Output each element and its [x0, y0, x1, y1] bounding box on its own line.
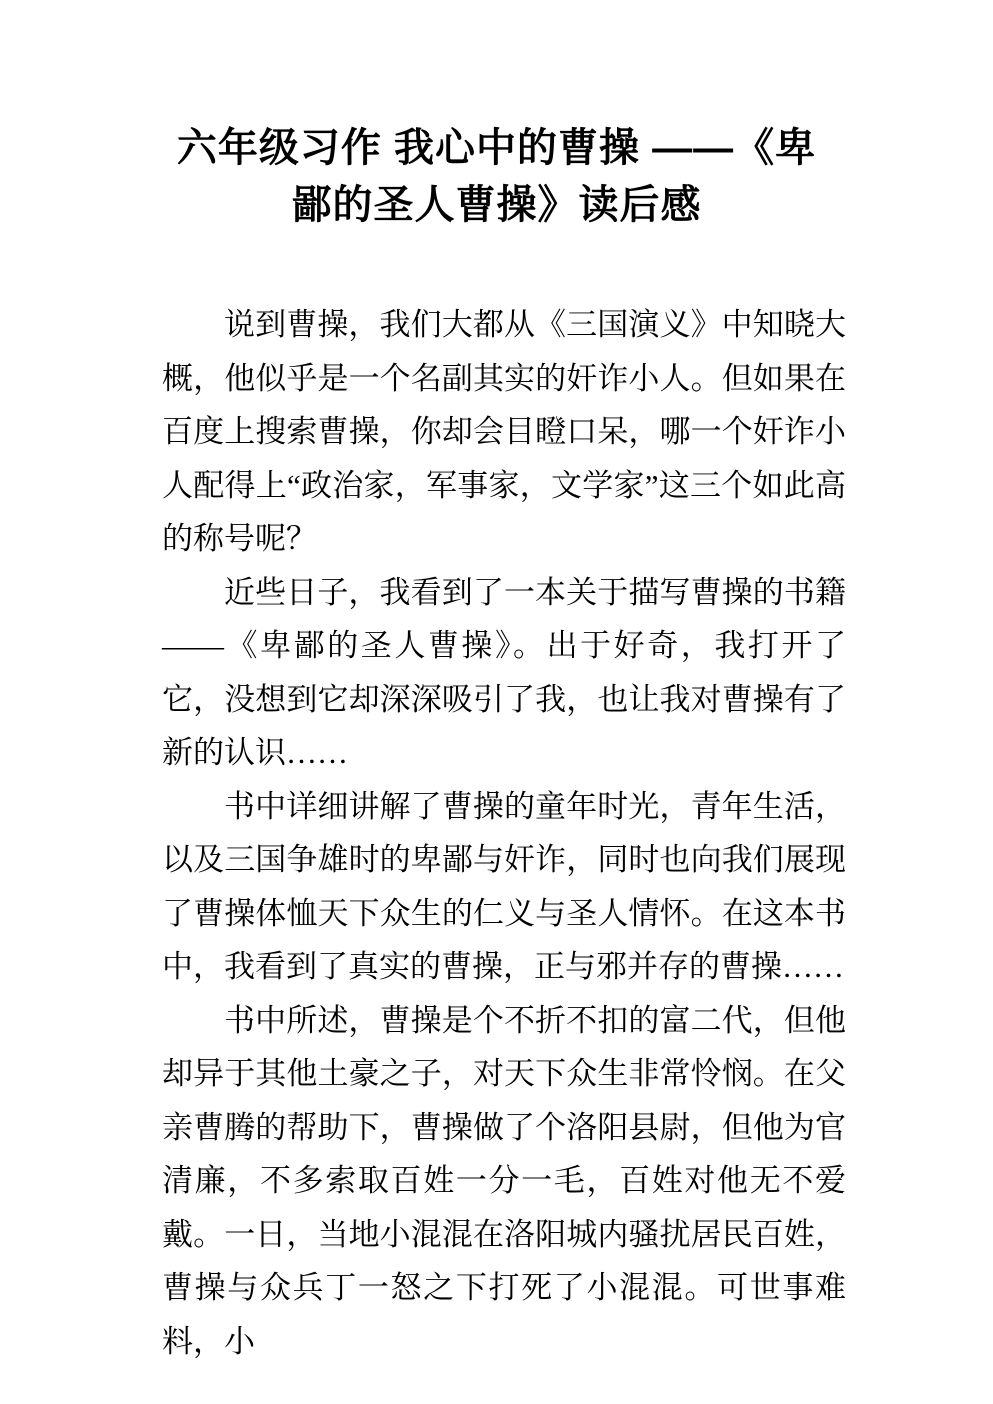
essay-paragraph-2: 近些日子，我看到了一本关于描写曹操的书籍——《卑鄙的圣人曹操》。出于好奇，我打开了它，没想到它却深深吸引了我，也让我对曹操有了新的认识…… [162, 574, 846, 770]
essay-paragraph-4: 书中所述，曹操是个不折不扣的富二代，但他却异于其他土豪之子，对天下众生非常怜悯。在父亲曹腾的帮助下，曹操做了个洛阳县尉，但他为官清廉，不多索取百姓一分一毛，百姓对他无不爱戴。一日，当地小混混在洛阳城内骚扰居民百姓，曹操与众兵丁一怒之下打死了小混混。可世事难料，小 [162, 1002, 846, 1359]
essay-paragraph-3: 书中详细讲解了曹操的童年时光，青年生活，以及三国争雄时的卑鄙与奸诈，同时也向我们展现了曹操体恤天下众生的仁义与圣人情怀。在这本书中，我看到了真实的曹操，正与邪并存的曹操…… [162, 788, 846, 984]
document-title-line-1: 六年级习作 我心中的曹操 ——《卑 [176, 126, 817, 170]
essay-paragraph-1: 说到曹操，我们大都从《三国演义》中知晓大概，他似乎是一个名副其实的奸诈小人。但如果在百度上搜索曹操，你却会目瞪口呆，哪一个奸诈小人配得上“政治家，军事家，文学家”这三个如此高的称号呢？ [162, 307, 846, 556]
document-title [97, 120, 897, 234]
essay-body [162, 298, 846, 1368]
document-title-line-2: 鄙的圣人曹操》读后感 [291, 183, 702, 227]
